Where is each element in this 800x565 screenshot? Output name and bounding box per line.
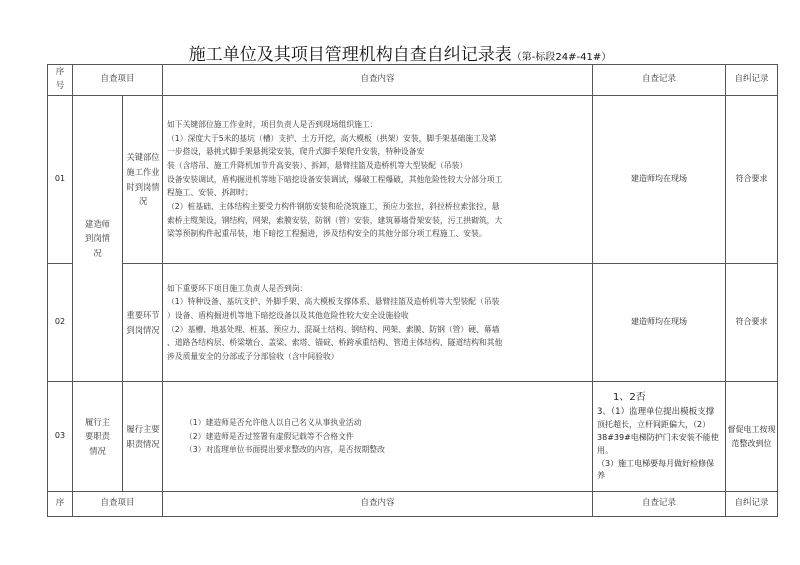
row-record: 建造师均在现场 [593, 264, 726, 382]
header-item: 自查项目 [73, 65, 163, 96]
row-seq: 02 [48, 264, 73, 382]
title-main: 施工单位及其项目管理机构自查自纠记录表 [188, 45, 512, 65]
content-line: 一步搭设，悬挑式脚手架悬挑梁安装，爬升式脚手架爬升安装，特种设备安 [167, 147, 425, 157]
footer-item: 自查项目 [73, 492, 163, 517]
content-line: 如下关键部位施工作业时，项目负责人是否到现场组织施工： [167, 120, 378, 130]
row-group: 履行主要职责情况 [73, 382, 123, 492]
content-line: 设备安装调试，盾构掘进机等地下暗挖设备安装调试，爆破工程爆破，其他危险性较大分部分项工 [167, 174, 503, 184]
header-row [48, 65, 778, 96]
title-sub: （第-标段24#-41#） [511, 52, 612, 63]
content-line: 程施工、安装、拆卸时； [167, 188, 253, 198]
table-row [48, 96, 778, 264]
row-record [593, 382, 726, 492]
content-line: 索桥主缆架设，钢结构，网架，索膜安装，防钢（管）安装，建筑幕墙骨架安装，污工拱砌筑，大 [167, 215, 503, 225]
footer-record: 自查记录 [593, 492, 726, 517]
content-line: （2）基槽、地基处理、桩基、预应力、混凝土结构、钢结构、网架、索膜、防钢（管）硬、幕墙 [167, 324, 500, 334]
row-record: 建造师均在现场 [593, 96, 726, 264]
row-correction: 符合要求 [726, 96, 778, 264]
content-line: （2）桩基础、主体结构主要受力构件钢筋安装和砼浇筑施工，预应力张拉，斜拉桥拉索张拉，悬 [167, 201, 500, 211]
self-check-table [47, 64, 778, 517]
row-seq: 01 [48, 96, 73, 264]
header-seq: 序号 [48, 65, 73, 96]
record-line: 顶托超长，立杆间距偏大，（2） [597, 420, 711, 430]
row-content [163, 382, 593, 492]
row-sub-item: 重要环节到岗情况 [123, 264, 163, 382]
footer-content: 自查内容 [163, 492, 593, 517]
row-correction: 督促电工按现范整改到位 [726, 382, 778, 492]
content-line: （1）深度大于5米的基坑（槽）支护、土方开挖，高大模板（拱架）安装，脚手架基础施工及第 [167, 133, 497, 143]
content-line: 装（含塔吊、施工升降机加节升高安装）、拆卸，悬臂挂篮及造桥机等大型装配（吊装） [167, 161, 468, 171]
row-sub-item: 履行主要职责情况 [123, 382, 163, 492]
page-title [0, 40, 800, 65]
record-line: （3）施工电梯要每月做好检修保养 [597, 458, 715, 481]
content-line: （1）建造师是否允许他人以自己名义从事执业活动 [185, 418, 362, 428]
content-line: （2）建造师是否过签署有虚假记载等不合格文件 [185, 431, 354, 441]
content-line: （3）对监理单位书面提出要求整改的内容，是否按期整改 [185, 445, 385, 455]
content-line: 梁等预制构件起重吊装，地下暗挖工程掘进，涉及结构安全的其他分部分项工程施工、安装。 [167, 229, 487, 239]
header-record: 自查记录 [593, 65, 726, 96]
row-correction: 符合要求 [726, 264, 778, 382]
header-content: 自查内容 [163, 65, 593, 96]
record-line: 1、2否 [613, 391, 646, 403]
header-correction: 自纠记录 [726, 65, 778, 96]
row-group: 建造师到岗情况 [73, 96, 123, 382]
row-content [163, 96, 593, 264]
row-sub-item: 关键部位施工作业时到岗情况 [123, 96, 163, 264]
row-content [163, 264, 593, 382]
footer-seq: 序 [48, 492, 73, 517]
table-row [48, 264, 778, 382]
record-line: 38#39#电梯防护门未安装不能使用。 [597, 433, 719, 455]
content-line: 涉及质量安全的分部或子分部验收（含中间验收） [167, 351, 339, 361]
table-row [48, 382, 778, 492]
content-line: ）设备、盾构掘进机等地下暗挖设备以及其他危险性较大安全设施验收 [167, 310, 409, 320]
row-seq: 03 [48, 382, 73, 492]
content-line: 、道路各结构层、桥梁墩台、盖梁、索塔、锚碇、桥跨承重结构、管道主体结构、隧道结构和其他 [167, 338, 503, 348]
record-line: 3、（1）监理单位提出模板支撑 [597, 406, 715, 417]
footer-row [48, 492, 778, 517]
footer-correction: 自纠记录 [726, 492, 778, 517]
content-line: 如下重要环下项目施工负责人是否到岗： [167, 283, 308, 293]
content-line: （1）特种设备、基坑支护、外脚手架、高大模板支撑体系、悬臂挂篮及造桥机等大型装配（吊装 [167, 297, 500, 307]
